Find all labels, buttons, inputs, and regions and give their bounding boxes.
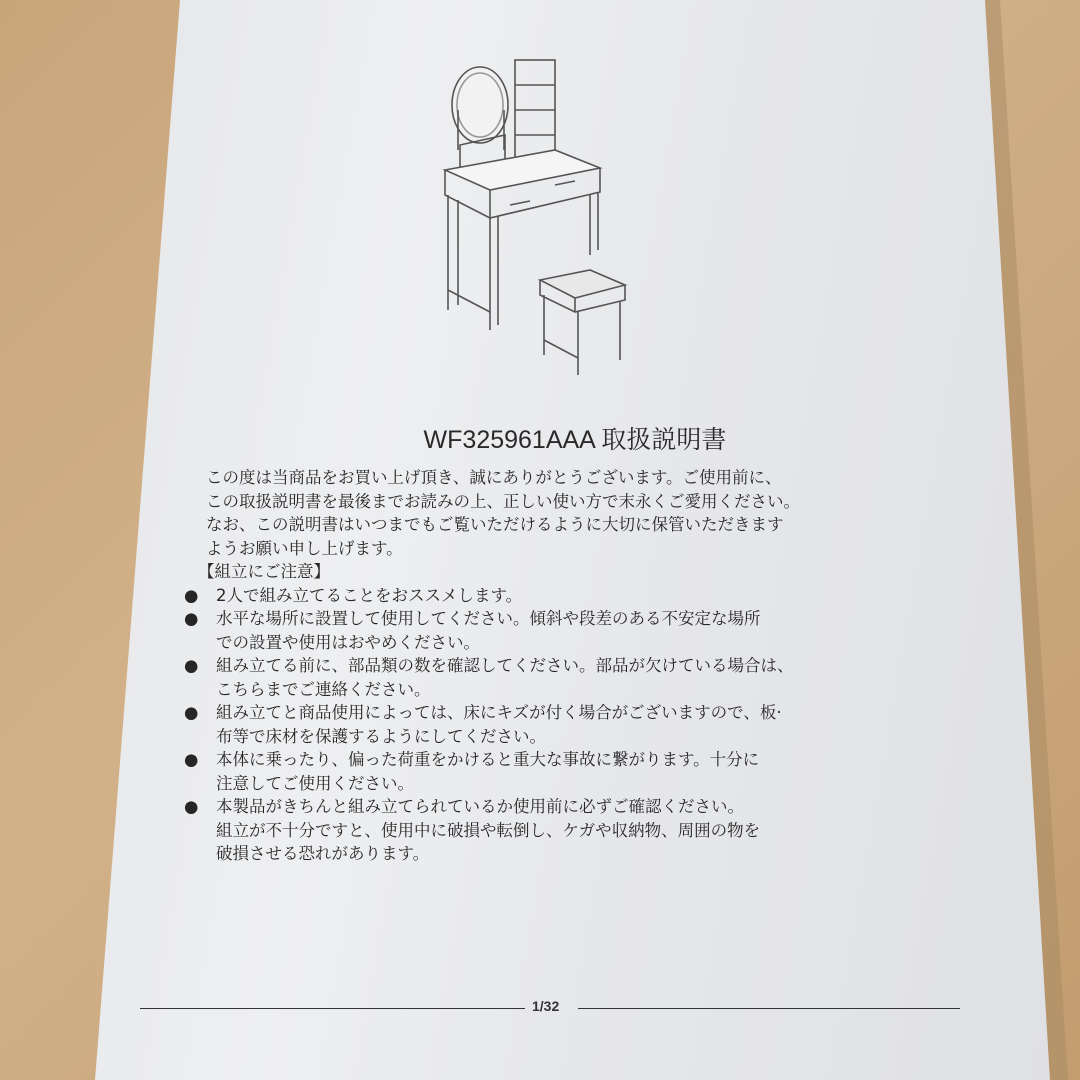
list-item [184,701,800,748]
vanity-illustration [430,40,630,380]
footer-rule-left [140,1008,525,1009]
bullet-icon: ● [184,797,199,816]
list-item-line: 組み立てる前に、部品類の数を確認してください。部品が欠けている場合は、 [216,656,794,675]
page-title: WF325961AAA 取扱説明書 [423,426,727,454]
list-item-line: 本製品がきちんと組み立てられているか使用前に必ずご確認ください。 [216,797,744,816]
list-item-line: 組み立てと商品使用によっては、床にキズが付く場合がございますので、板· [216,703,782,722]
list-item-line: 組立が不十分ですと、使用中に破損や転倒し、ケガや収納物、周囲の物を [216,820,761,840]
list-item-line: こちらまでご連絡ください。 [216,679,431,699]
intro-line: この取扱説明書を最後までお読みの上、正しい使い方で末永くご愛用ください。 [206,491,800,511]
list-item-line: 破損させる恐れがあります。 [216,844,430,863]
list-item [184,795,800,866]
bullet-icon: ● [184,609,199,628]
page-footer [140,998,960,1018]
list-item [184,654,800,701]
list-item [184,607,800,654]
list-item-line: 水平な場所に設置して使用してください。傾斜や段差のある不安定な場所 [216,609,761,628]
manual-body [184,466,800,866]
caution-list [184,584,800,866]
bullet-icon: ● [184,703,199,722]
footer-rule-right [578,1008,960,1009]
list-item-line: での設置や使用はおやめください。 [216,632,480,652]
intro-line: この度は当商品をお買い上げ頂き、誠にありがとうございます。ご使用前に、 [206,468,782,487]
list-item [184,748,800,795]
list-item-line: 布等で床材を保護するようにしてください。 [216,726,546,746]
list-item-line: 本体に乗ったり、偏った荷重をかけると重大な事故に繋がります。十分に [216,750,760,769]
bullet-icon: ● [184,656,199,675]
list-item [184,584,800,608]
bullet-icon: ● [184,585,199,605]
page-number: 1/32 [532,998,560,1014]
list-item-line: 注意してご使用ください。 [216,773,414,793]
intro-line: なお、この説明書はいつまでもご覧いただけるように大切に保管いただきます [206,515,784,534]
section-heading: 【組立にご注意】 [198,562,330,581]
list-item-line: 2人で組み立てることをおススメします。 [216,585,523,605]
bullet-icon: ● [184,750,199,769]
intro-line: ようお願い申し上げます。 [206,538,403,558]
